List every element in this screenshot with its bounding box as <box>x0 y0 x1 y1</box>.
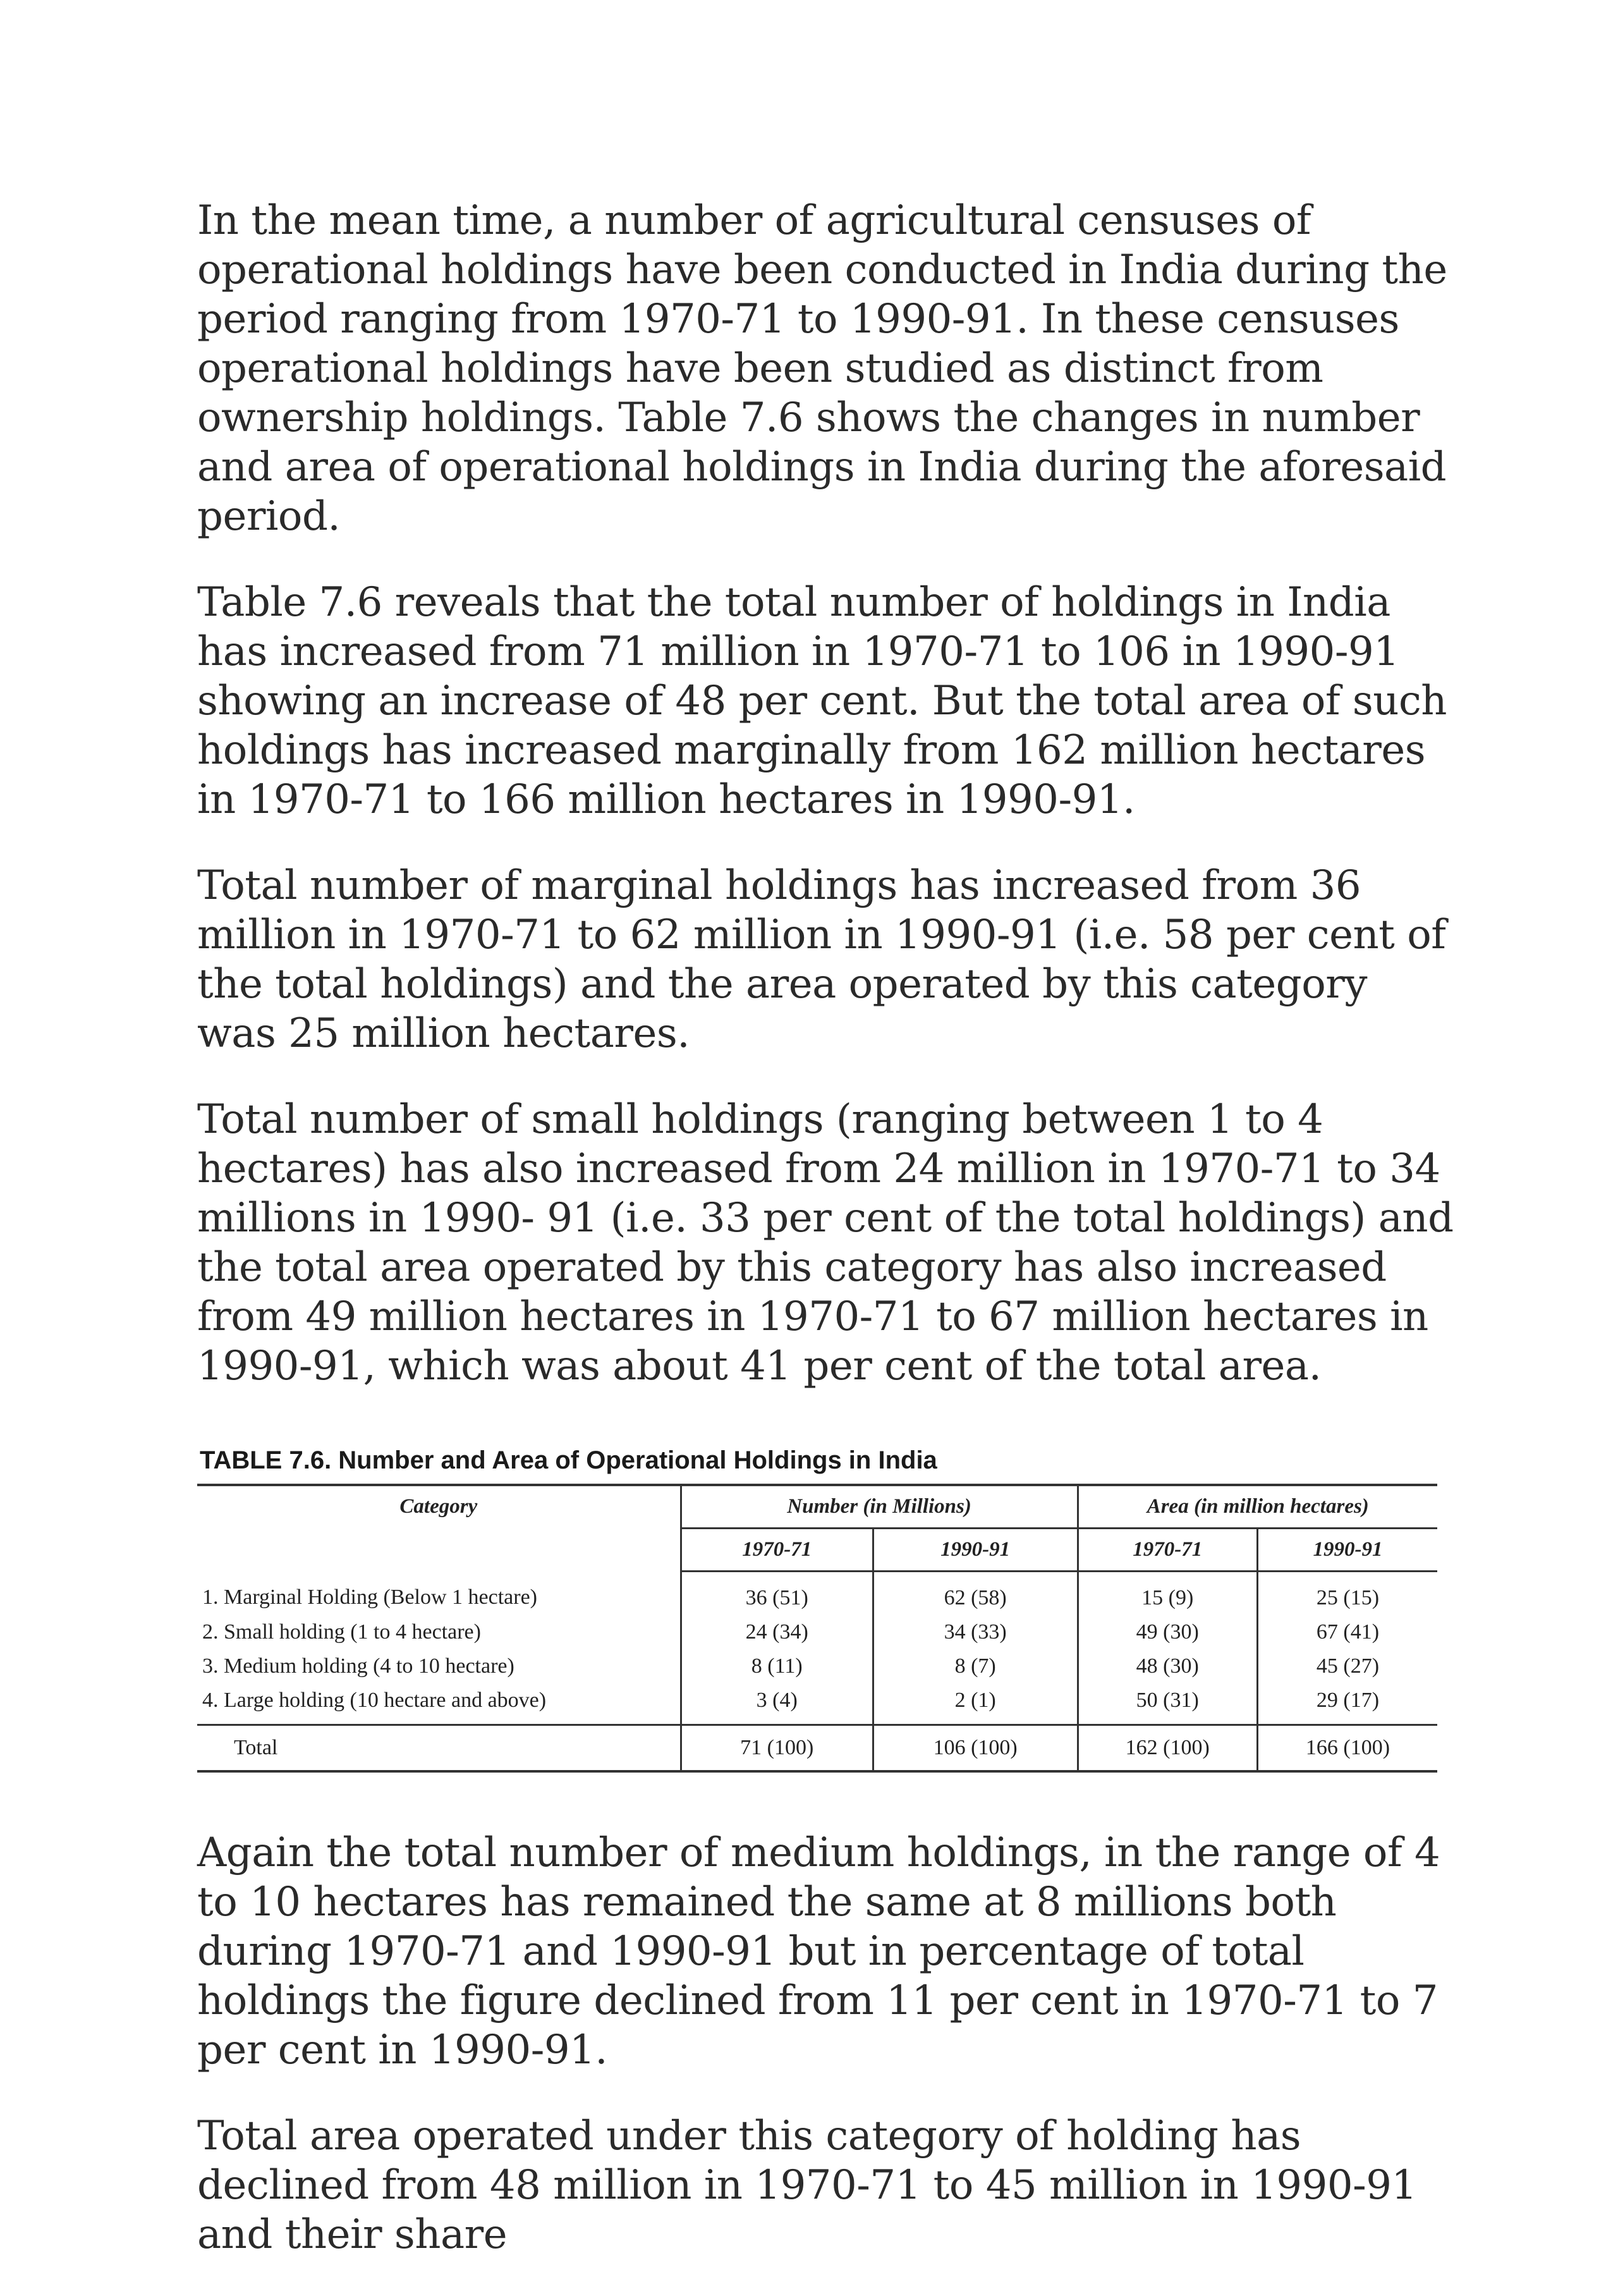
value-cell: 67 (41) <box>1257 1615 1437 1649</box>
value-cell: 50 (31) <box>1078 1683 1257 1725</box>
category-cell: 3. Medium holding (4 to 10 hectare) <box>202 1654 514 1678</box>
value-cell: 8 (11) <box>681 1649 873 1683</box>
category-cell: 1. Marginal Holding (Below 1 hectare) <box>202 1585 538 1609</box>
paragraph: Again the total number of medium holdings, in the range of 4 to 10 hectares has remained the same at 8 millions both during 1970-71 and 1990-91 but in percentage of total holdings the figure declined from 11 per cent in 1970-71 to 7 per cent in 1990-91. <box>197 1829 1440 2073</box>
table-7-6 <box>197 1446 1437 1773</box>
category-cell: 4. Large holding (10 hectare and above) <box>202 1688 547 1712</box>
paragraph: Total number of marginal holdings has increased from 36 million in 1970-71 to 62 million in 1990-91 (i.e. 58 per cent of the total holdings) and the area operated by this category was 25 million hectares. <box>197 862 1446 1057</box>
header-year: 1990-91 <box>1257 1529 1437 1572</box>
header-category: Category <box>399 1495 478 1518</box>
header-year: 1970-71 <box>1078 1529 1257 1572</box>
table-caption: TABLE 7.6. Number and Area of Operational Holdings in India <box>200 1446 937 1474</box>
value-cell: 45 (27) <box>1257 1649 1437 1683</box>
table-row <box>197 1615 1437 1649</box>
table-row <box>197 1683 1437 1725</box>
paragraph: Total area operated under this category of holding has declined from 48 million in 1970-71 to 45 million in 1990-91 and their share <box>197 2113 1417 2258</box>
value-cell: 24 (34) <box>681 1615 873 1649</box>
document-page <box>197 196 1455 2296</box>
value-cell: 34 (33) <box>873 1615 1078 1649</box>
table-row <box>197 1572 1437 1616</box>
value-cell: 25 (15) <box>1257 1572 1437 1616</box>
header-year: 1970-71 <box>681 1529 873 1572</box>
value-cell: 49 (30) <box>1078 1615 1257 1649</box>
table-row <box>197 1649 1437 1683</box>
value-cell: 36 (51) <box>681 1572 873 1616</box>
total-row <box>197 1725 1437 1772</box>
category-cell: 2. Small holding (1 to 4 hectare) <box>202 1620 481 1644</box>
total-cell: 166 (100) <box>1257 1725 1437 1772</box>
value-cell: 15 (9) <box>1078 1572 1257 1616</box>
total-cell: 71 (100) <box>681 1725 873 1772</box>
paragraph: In the mean time, a number of agricultural censuses of operational holdings have been conducted in India during the period ranging from 1970-71 to 1990-91. In these censuses operational holdings have been studied as distinct from ownership holdings. Table 7.6 shows the changes in number and area of operational holdings in India during the aforesaid period. <box>197 197 1447 540</box>
paragraph: Total number of small holdings (ranging between 1 to 4 hectares) has also increased from 24 million in 1970-71 to 34 millions in 1990- 91 (i.e. 33 per cent of the total holdings) and the total area operated by this category has also increased from 49 million hectares in 1970-71 to 67 million hectares in 1990-91, which was about 41 per cent of the total area. <box>197 1096 1454 1389</box>
header-number-group: Number (in Millions) <box>681 1485 1078 1529</box>
total-label: Total <box>197 1725 681 1772</box>
value-cell: 2 (1) <box>873 1683 1078 1725</box>
value-cell: 8 (7) <box>873 1649 1078 1683</box>
value-cell: 48 (30) <box>1078 1649 1257 1683</box>
total-cell: 162 (100) <box>1078 1725 1257 1772</box>
paragraph: Table 7.6 reveals that the total number of holdings in India has increased from 71 million in 1970-71 to 106 in 1990-91 showing an increase of 48 per cent. But the total area of such holdings has increased marginally from 162 million hectares in 1970-71 to 166 million hectares in 1990-91. <box>197 579 1447 823</box>
value-cell: 29 (17) <box>1257 1683 1437 1725</box>
total-cell: 106 (100) <box>873 1725 1078 1772</box>
value-cell: 3 (4) <box>681 1683 873 1725</box>
header-area-group: Area (in million hectares) <box>1078 1485 1437 1529</box>
holdings-table <box>197 1484 1437 1773</box>
value-cell: 62 (58) <box>873 1572 1078 1616</box>
header-year: 1990-91 <box>873 1529 1078 1572</box>
